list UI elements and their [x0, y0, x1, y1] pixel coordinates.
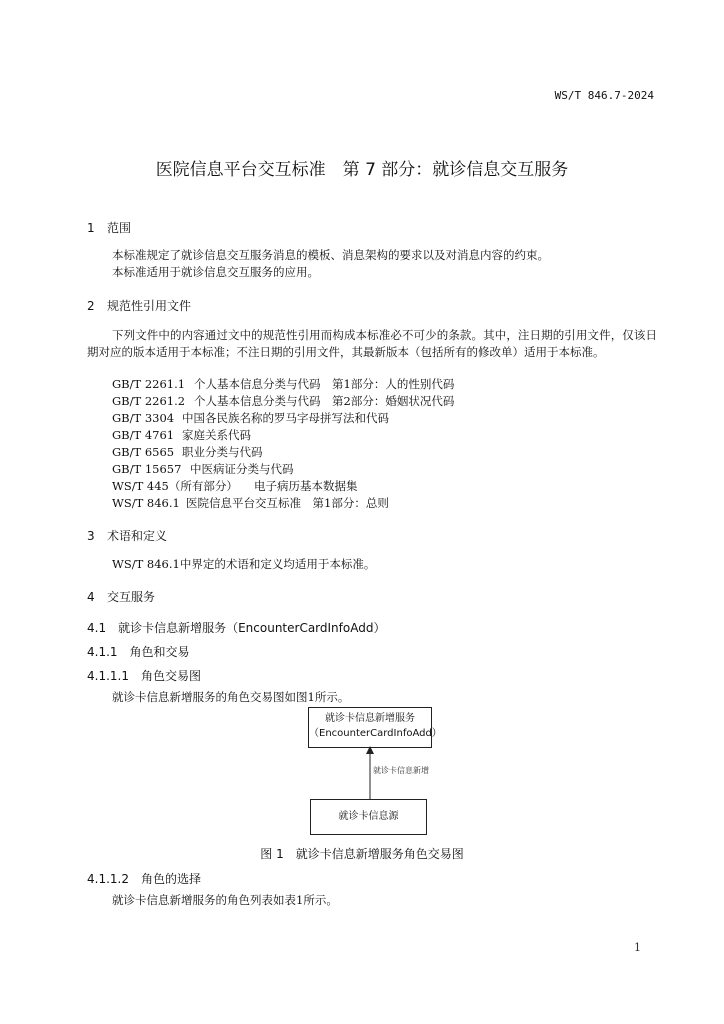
- reference-item: [112, 393, 454, 409]
- reference-item: [112, 376, 454, 392]
- figure-caption: 图 1 就诊卡信息新增服务角色交易图: [260, 847, 464, 861]
- subsection-4-1-1-2-heading: 4.1.1.2 角色的选择: [87, 872, 201, 886]
- service-box-code: （EncounterCardInfoAdd）: [309, 728, 442, 739]
- source-box: 就诊卡信息源: [310, 799, 427, 835]
- reference-title: 职业分类与代码: [182, 445, 263, 459]
- subsection-4-1-1-1-heading: 4.1.1.1 角色交易图: [87, 669, 201, 683]
- section-title: 范围: [107, 221, 132, 235]
- service-box: [308, 707, 442, 748]
- reference-item: [112, 427, 251, 443]
- scope-paragraph-1: 本标准规定了就诊信息交互服务消息的模板、消息架构的要求以及对消息内容的约束。: [112, 248, 549, 262]
- reference-code: GB/T 2261.1: [112, 377, 186, 391]
- section-title: 规范性引用文件: [107, 299, 192, 313]
- standard-code: WS/T 846.7-2024: [554, 89, 654, 102]
- reference-item: [112, 461, 294, 477]
- section-number: 1: [87, 221, 95, 235]
- reference-title: 医院信息平台交互标准 第1部分：总则: [186, 496, 389, 510]
- reference-item: [112, 495, 389, 511]
- reference-title: 中医病证分类与代码: [190, 462, 294, 476]
- table-intro-paragraph: 就诊卡信息新增服务的角色列表如表1所示。: [112, 893, 338, 907]
- section-1-heading: [87, 219, 131, 236]
- section-number: 4: [87, 590, 95, 604]
- figure-intro-paragraph: 就诊卡信息新增服务的角色交易图如图1所示。: [112, 690, 350, 704]
- document-title: 医院信息平台交互标准 第 7 部分：就诊信息交互服务: [155, 160, 569, 180]
- reference-code: GB/T 6565: [112, 445, 175, 459]
- section-3-heading: [87, 527, 167, 544]
- reference-title: 中国各民族名称的罗马字母拼写法和代码: [182, 411, 389, 425]
- reference-code: GB/T 3304: [112, 411, 175, 425]
- reference-code: WS/T 445（所有部分）: [112, 479, 238, 493]
- subsection-4-1-1-heading: 4.1.1 角色和交易: [87, 645, 190, 659]
- reference-item: [112, 410, 389, 426]
- scope-paragraph-2: 本标准适用于就诊信息交互服务的应用。: [112, 265, 319, 279]
- reference-code: GB/T 4761: [112, 428, 175, 442]
- reference-title: 电子病历基本数据集: [254, 479, 358, 493]
- normative-references-intro: 下列文件中的内容通过文中的规范性引用而构成本标准必不可少的条款。其中，注日期的引用文件，仅该日期对应的版本适用于本标准；不注日期的引用文件，其最新版本（包括所有的修改单）适用于本标准。: [87, 328, 657, 359]
- reference-code: WS/T 846.1: [112, 496, 180, 510]
- reference-code: GB/T 2261.2: [112, 394, 186, 408]
- subsection-4-1-heading: 4.1 就诊卡信息新增服务（EncounterCardInfoAdd）: [87, 621, 386, 635]
- reference-code: GB/T 15657: [112, 462, 182, 476]
- terms-paragraph: WS/T 846.1中界定的术语和定义均适用于本标准。: [112, 557, 376, 571]
- reference-title: 家庭关系代码: [182, 428, 251, 442]
- section-title: 交互服务: [107, 590, 156, 604]
- reference-title: 个人基本信息分类与代码 第2部分：婚姻状况代码: [194, 394, 455, 408]
- section-4-heading: [87, 588, 155, 605]
- transaction-label: 就诊卡信息新增: [373, 766, 429, 775]
- reference-item: [112, 478, 358, 494]
- section-title: 术语和定义: [107, 529, 168, 543]
- section-2-heading: [87, 297, 191, 314]
- page-number: 1: [634, 941, 641, 954]
- reference-item: [112, 444, 263, 460]
- section-number: 3: [87, 529, 95, 543]
- reference-title: 个人基本信息分类与代码 第1部分：人的性别代码: [194, 377, 455, 391]
- section-number: 2: [87, 299, 95, 313]
- service-box-name: 就诊卡信息新增服务: [325, 713, 415, 724]
